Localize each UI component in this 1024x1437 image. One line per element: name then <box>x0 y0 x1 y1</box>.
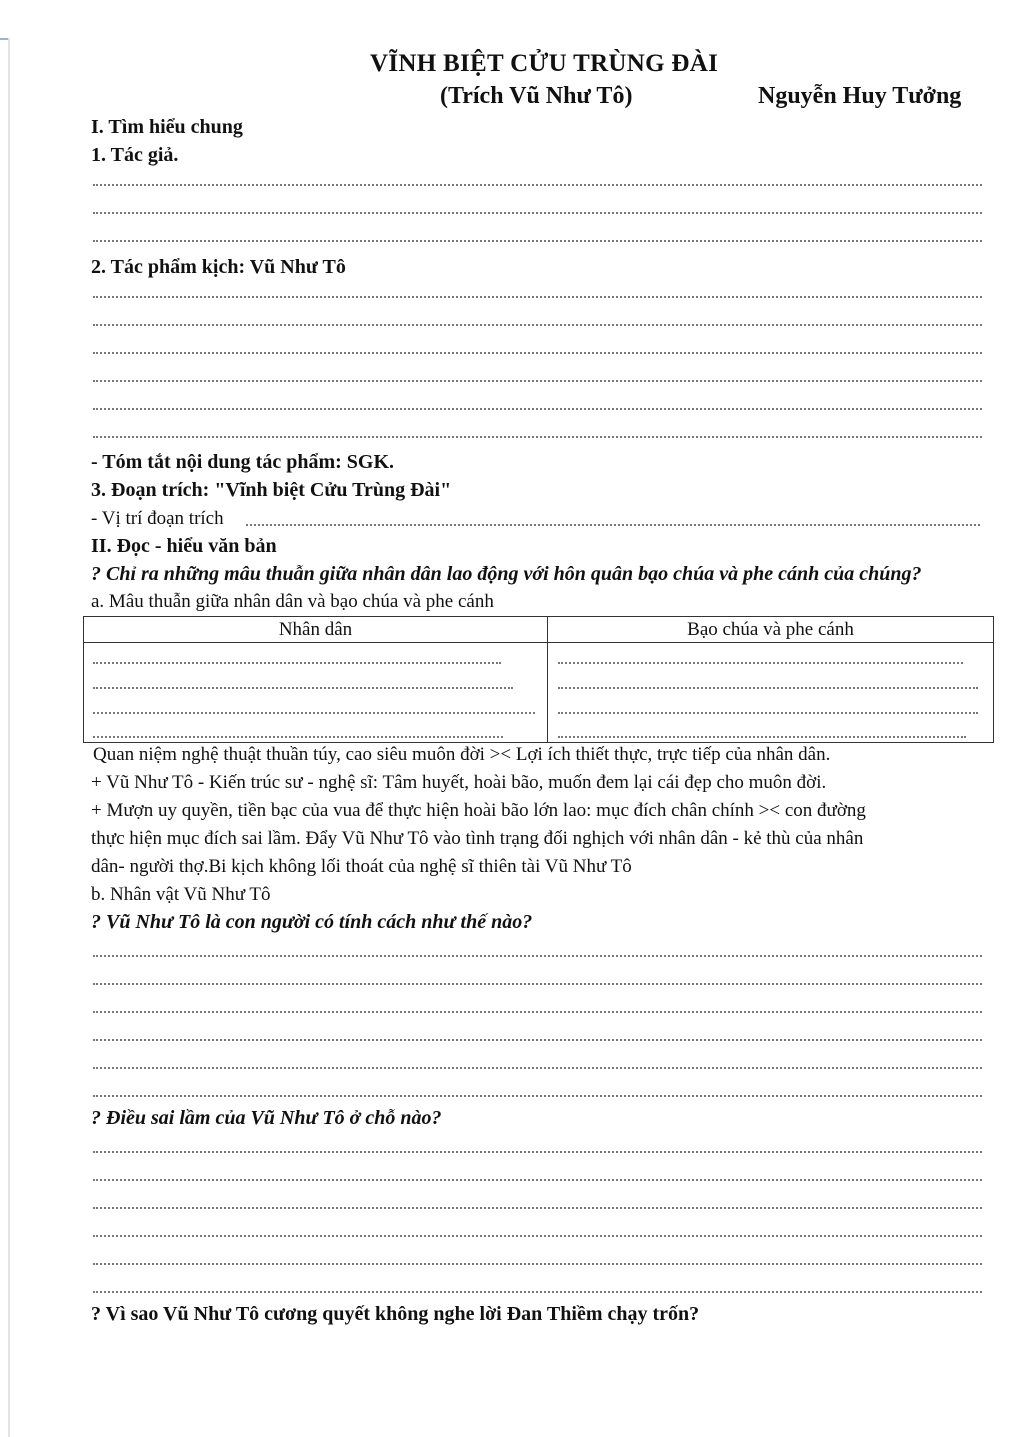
work-summary: - Tóm tắt nội dung tác phẩm: SGK. <box>91 451 395 473</box>
answer-line <box>93 1263 982 1265</box>
table-border-bottom <box>83 742 994 743</box>
answer-line <box>93 324 982 326</box>
table-answer-line <box>558 736 966 738</box>
answer-line <box>93 1179 982 1181</box>
section-1-heading: I. Tìm hiểu chung <box>91 116 243 138</box>
answer-line <box>93 212 982 214</box>
question-character: ? Vũ Như Tô là con người có tính cách như thế nào? <box>91 911 533 933</box>
question-refusal: ? Vì sao Vũ Như Tô cương quyết không nghe lời Đan Thiềm chạy trốn? <box>91 1303 700 1325</box>
document-author: Nguyễn Huy Tưởng <box>758 83 962 109</box>
item-work: 2. Tác phẩm kịch: Vũ Như Tô <box>91 256 346 278</box>
excerpt-position-label: - Vị trí đoạn trích <box>91 508 224 529</box>
point-architect: + Vũ Như Tô - Kiến trúc sư - nghệ sĩ: Tâm huyết, hoài bão, muốn đem lại cái đẹp cho muôn đời. <box>91 772 827 793</box>
answer-line <box>93 436 982 438</box>
answer-line <box>93 1095 982 1097</box>
item-author: 1. Tác giả. <box>91 144 179 166</box>
table-border-right <box>993 616 994 742</box>
answer-line <box>93 1207 982 1209</box>
answer-line <box>93 184 982 186</box>
document-subtitle: (Trích Vũ Như Tô) <box>440 83 633 109</box>
table-header-tyrant: Bạo chúa và phe cánh <box>687 619 854 640</box>
point-means-line-1: + Mượn uy quyền, tiền bạc của vua để thực hiện hoài bão lớn lao: mục đích chân chính >< con đường <box>91 800 866 821</box>
section-2-heading: II. Đọc - hiểu văn bản <box>91 535 277 557</box>
question-mistake: ? Điều sai lầm của Vũ Như Tô ở chỗ nào? <box>91 1107 442 1129</box>
table-answer-line <box>93 736 503 738</box>
answer-line <box>93 1011 982 1013</box>
answer-line <box>93 1151 982 1153</box>
table-answer-line <box>558 712 978 714</box>
table-answer-line <box>93 712 535 714</box>
table-header-divider <box>83 642 994 643</box>
answer-line <box>93 240 982 242</box>
answer-line <box>93 1067 982 1069</box>
table-answer-line <box>558 687 978 689</box>
document-title: VĨNH BIỆT CỬU TRÙNG ĐÀI <box>370 50 719 77</box>
answer-line <box>93 983 982 985</box>
answer-line <box>93 380 982 382</box>
document-page <box>8 38 1024 1437</box>
point-means-line-3: dân- người thợ.Bi kịch không lối thoát của nghệ sĩ thiên tài Vũ Như Tô <box>91 856 632 877</box>
window-top-bar <box>0 0 1024 40</box>
part-a-label: a. Mâu thuẫn giữa nhân dân và bạo chúa và phe cánh <box>91 591 494 612</box>
answer-line <box>246 524 980 526</box>
item-excerpt: 3. Đoạn trích: "Vĩnh biệt Cửu Trùng Đài" <box>91 479 452 501</box>
answer-line <box>93 1039 982 1041</box>
answer-line <box>93 1291 982 1293</box>
answer-line <box>93 408 982 410</box>
table-answer-line <box>558 662 963 664</box>
answer-line <box>93 352 982 354</box>
part-b-label: b. Nhân vật Vũ Như Tô <box>91 884 271 905</box>
question-conflict: ? Chỉ ra những mâu thuẫn giữa nhân dân lao động với hôn quân bạo chúa và phe cánh của chúng? <box>91 563 922 585</box>
table-border-top <box>83 616 994 617</box>
answer-line <box>93 1235 982 1237</box>
table-answer-line <box>93 662 501 664</box>
table-answer-line <box>93 687 513 689</box>
answer-line <box>93 296 982 298</box>
point-means-line-2: thực hiện mục đích sai lầm. Đẩy Vũ Như Tô vào tình trạng đối nghịch với nhân dân - kẻ thù của nhân <box>91 828 864 849</box>
table-header-people: Nhân dân <box>278 619 353 640</box>
answer-line <box>93 955 982 957</box>
conflict-conclusion: Quan niệm nghệ thuật thuần túy, cao siêu muôn đời >< Lợi ích thiết thực, trực tiếp của nhân dân. <box>93 744 831 765</box>
